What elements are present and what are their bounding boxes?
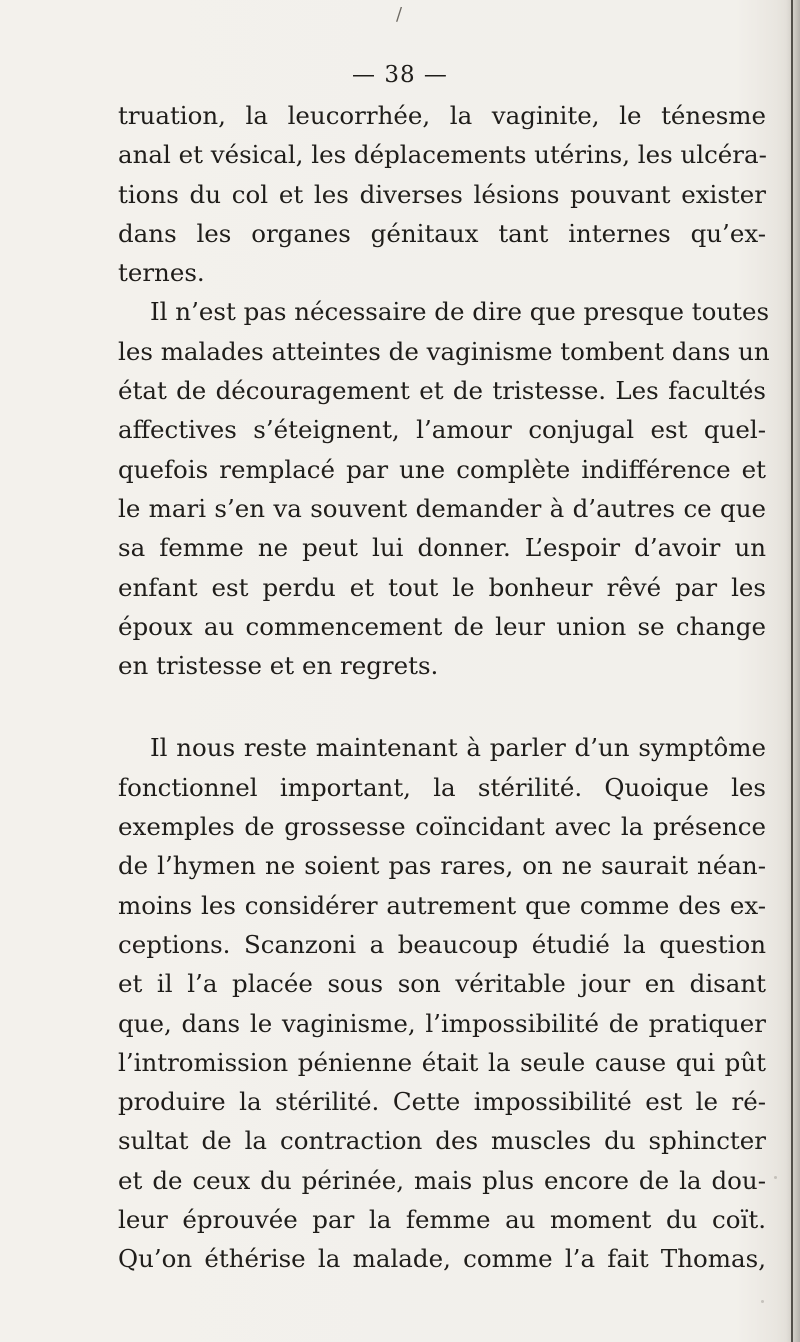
- paragraph-gap: [118, 685, 766, 728]
- top-pencil-mark: /: [396, 4, 403, 25]
- text-line: sultat de la contraction des muscles du sphincter: [118, 1126, 766, 1156]
- text-line: ternes.: [118, 258, 205, 288]
- body-text: [118, 96, 770, 1279]
- page-number: — 38 —: [352, 62, 448, 88]
- text-line: dans les organes génitaux tant internes qu’ex-: [118, 218, 766, 248]
- text-line: état de découragement et de tristesse. Les facultés: [118, 376, 766, 406]
- text-line: époux au commencement de leur union se change: [118, 611, 766, 641]
- text-line: produire la stérilité. Cette impossibilité est le ré-: [118, 1087, 766, 1117]
- scan-speck: [774, 1176, 777, 1179]
- text-line: tions du col et les diverses lésions pouvant exister: [118, 179, 766, 209]
- text-line: sa femme ne peut lui donner. L’espoir d’avoir un: [118, 533, 766, 563]
- text-line: le mari s’en va souvent demander à d’autres ce que: [118, 493, 766, 523]
- text-line: exemples de grossesse coïncidant avec la présence: [118, 812, 766, 842]
- text-line: les malades atteintes de vaginisme tombent dans un: [118, 336, 770, 366]
- text-line: fonctionnel important, la stérilité. Quoique les: [118, 772, 766, 802]
- text-line: enfant est perdu et tout le bonheur rêvé par les: [118, 572, 766, 602]
- scan-speck: [761, 1300, 764, 1303]
- page-edge-shadow: [786, 0, 800, 1342]
- text-line: ceptions. Scanzoni a beaucoup étudié la question: [118, 929, 766, 959]
- text-line: en tristesse et en regrets.: [118, 651, 439, 681]
- text-line: Il n’est pas nécessaire de dire que presque toutes: [150, 297, 770, 327]
- text-line: moins les considérer autrement que comme des ex-: [118, 890, 766, 920]
- text-line: affectives s’éteignent, l’amour conjugal est quel-: [118, 415, 766, 445]
- text-line: et de ceux du périnée, mais plus encore de la dou-: [118, 1165, 766, 1195]
- text-line: anal et vésical, les déplacements utérins, les ulcéra-: [118, 140, 767, 170]
- text-line: et il l’a placée sous son véritable jour en disant: [118, 969, 766, 999]
- text-line: quefois remplacé par une complète indifférence et: [118, 454, 766, 484]
- text-line: Qu’on éthérise la malade, comme l’a fait Thomas,: [118, 1244, 766, 1274]
- text-line: Il nous reste maintenant à parler d’un symptôme: [150, 733, 766, 763]
- text-line: que, dans le vaginisme, l’impossibilité de pratiquer: [118, 1008, 766, 1038]
- text-line: l’intromission pénienne était la seule cause qui pût: [118, 1047, 766, 1077]
- text-line: de l’hymen ne soient pas rares, on ne saurait néan-: [118, 851, 766, 881]
- text-line: leur éprouvée par la femme au moment du coït.: [118, 1205, 766, 1235]
- page-edge-line: [791, 0, 793, 1342]
- text-line: truation, la leucorrhée, la vaginite, le ténesme: [118, 101, 766, 130]
